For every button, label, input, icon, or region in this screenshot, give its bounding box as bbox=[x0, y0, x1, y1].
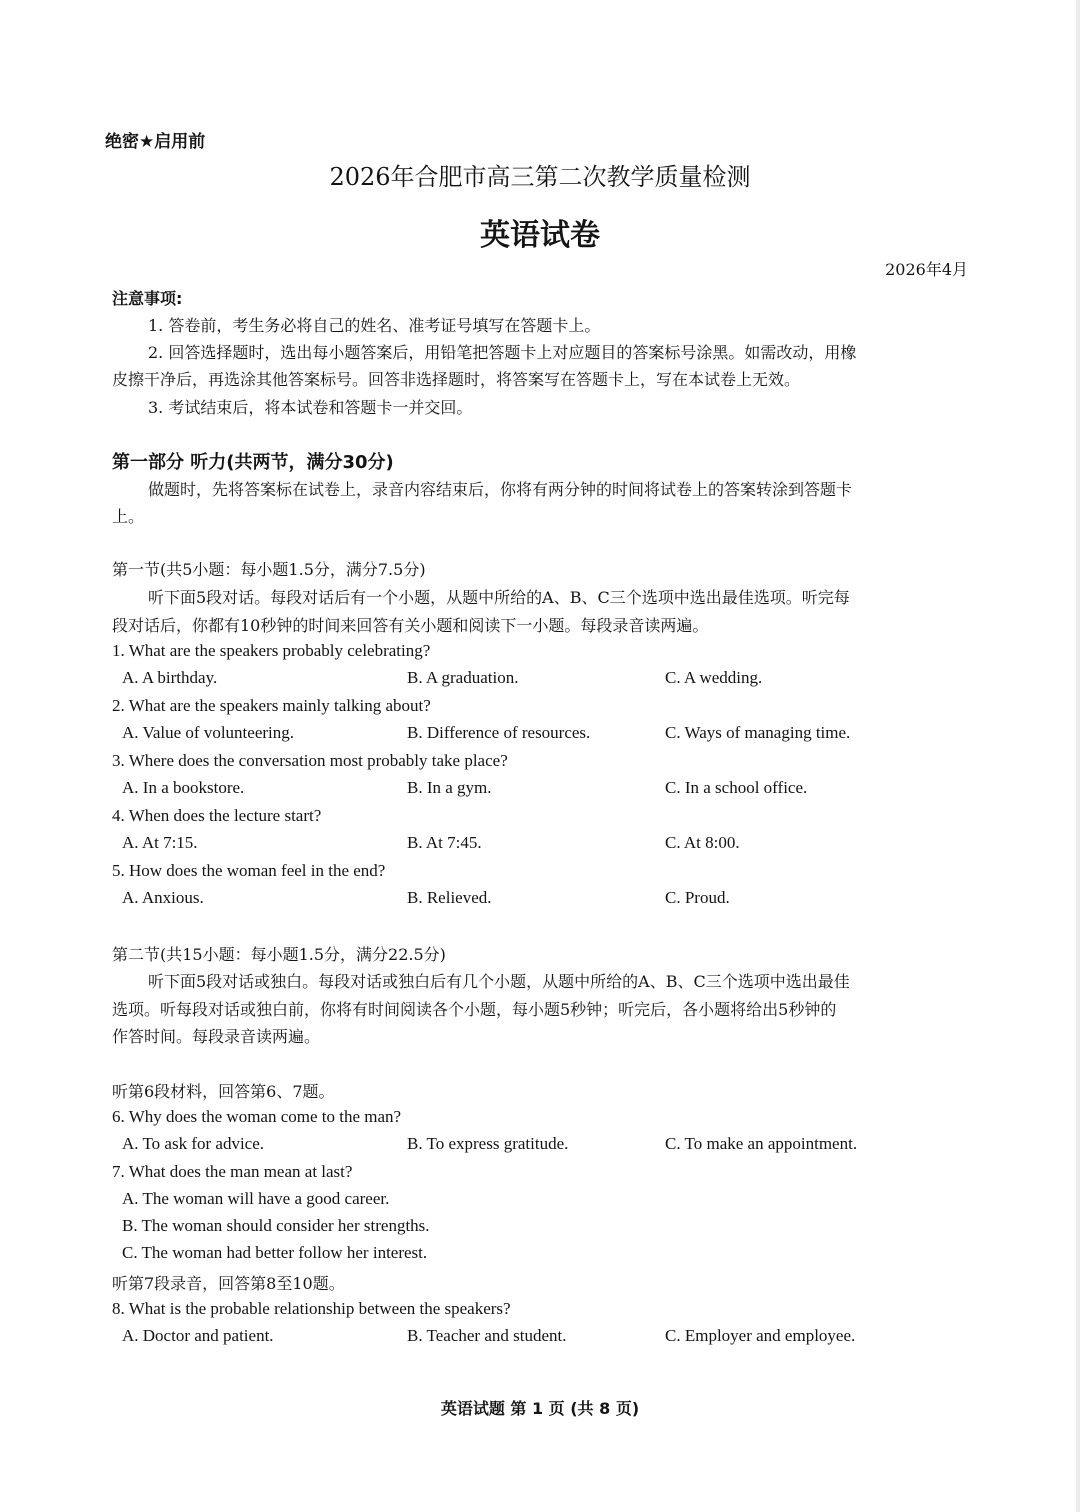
question-2-stem: 2. What are the speakers mainly talking about? bbox=[112, 696, 431, 715]
question-3-stem: 3. Where does the conversation most probably take place? bbox=[112, 751, 508, 770]
part1-title: 第一部分 听力(共两节，满分30分) bbox=[112, 452, 394, 473]
confidential-label: 绝密★启用前 bbox=[105, 132, 206, 152]
section1-intro-line-2: 段对话后，你都有10秒钟的时间来回答有关小题和阅读下一小题。每段录音读两遍。 bbox=[112, 616, 709, 635]
question-6-stem: 6. Why does the woman come to the man? bbox=[112, 1107, 402, 1126]
question-6-option-a: A. To ask for advice. bbox=[122, 1134, 265, 1153]
notice-item-2-line-1: 2. 回答选择题时，选出每小题答案后，用铅笔把答题卡上对应题目的答案标号涂黑。如需改动，用橡 bbox=[148, 343, 857, 362]
question-4-option-a: A. At 7:15. bbox=[122, 833, 198, 852]
question-7-option-b: B. The woman should consider her strengths. bbox=[122, 1216, 430, 1235]
question-2-option-c: C. Ways of managing time. bbox=[665, 723, 851, 742]
section2-intro-line-2: 选项。听每段对话或独白前，你将有时间阅读各个小题，每小题5秒钟；听完后，各小题将给出5秒钟的 bbox=[112, 1000, 837, 1019]
page-footer: 英语试题 第 1 页 (共 8 页) bbox=[440, 1399, 640, 1418]
question-3-option-b: B. In a gym. bbox=[407, 778, 492, 797]
subject-title: 英语试卷 bbox=[480, 218, 600, 253]
question-5-option-a: A. Anxious. bbox=[122, 888, 204, 907]
question-1-stem: 1. What are the speakers probably celebrating? bbox=[112, 641, 431, 660]
question-2-option-b: B. Difference of resources. bbox=[407, 723, 591, 742]
question-7-option-c: C. The woman had better follow her interest. bbox=[122, 1243, 428, 1262]
part1-intro-line-2: 上。 bbox=[112, 507, 145, 526]
question-7-option-a: A. The woman will have a good career. bbox=[122, 1189, 390, 1208]
part1-intro-line-1: 做题时，先将答案标在试卷上，录音内容结束后，你将有两分钟的时间将试卷上的答案转涂到答题卡 bbox=[148, 480, 853, 499]
question-7-stem: 7. What does the man mean at last? bbox=[112, 1162, 353, 1181]
question-2-option-a: A. Value of volunteering. bbox=[122, 723, 295, 742]
question-4-option-b: B. At 7:45. bbox=[407, 833, 482, 852]
question-8-option-b: B. Teacher and student. bbox=[407, 1326, 567, 1345]
material-6-instruction: 听第6段材料，回答第6、7题。 bbox=[112, 1082, 335, 1101]
question-3-option-a: A. In a bookstore. bbox=[122, 778, 245, 797]
section2-title: 第二节(共15小题：每小题1.5分，满分22.5分) bbox=[112, 945, 446, 964]
question-4-option-c: C. At 8:00. bbox=[665, 833, 740, 852]
question-6-option-c: C. To make an appointment. bbox=[665, 1134, 858, 1153]
material-7-instruction: 听第7段录音，回答第8至10题。 bbox=[112, 1274, 345, 1293]
section2-intro-line-1: 听下面5段对话或独白。每段对话或独白后有几个小题，从题中所给的A、B、C三个选项中选出最佳 bbox=[148, 972, 850, 991]
question-5-option-b: B. Relieved. bbox=[407, 888, 492, 907]
question-8-option-c: C. Employer and employee. bbox=[665, 1326, 856, 1345]
question-1-option-a: A. A birthday. bbox=[122, 668, 218, 687]
question-1-option-c: C. A wedding. bbox=[665, 668, 763, 687]
section2-intro-line-3: 作答时间。每段录音读两遍。 bbox=[112, 1027, 321, 1046]
notice-title: 注意事项: bbox=[112, 289, 183, 308]
notice-item-2-line-2: 皮擦干净后，再选涂其他答案标号。回答非选择题时，将答案写在答题卡上，写在本试卷上无效。 bbox=[112, 370, 801, 389]
question-1-option-b: B. A graduation. bbox=[407, 668, 519, 687]
section1-title: 第一节(共5小题：每小题1.5分，满分7.5分) bbox=[112, 560, 426, 579]
question-5-option-c: C. Proud. bbox=[665, 888, 730, 907]
exam-date: 2026年4月 bbox=[885, 260, 968, 279]
exam-title: 2026年合肥市高三第二次教学质量检测 bbox=[329, 163, 751, 191]
question-3-option-c: C. In a school office. bbox=[665, 778, 808, 797]
question-5-stem: 5. How does the woman feel in the end? bbox=[112, 861, 386, 880]
question-4-stem: 4. When does the lecture start? bbox=[112, 806, 322, 825]
question-6-option-b: B. To express gratitude. bbox=[407, 1134, 569, 1153]
notice-item-3: 3. 考试结束后，将本试卷和答题卡一并交回。 bbox=[148, 398, 473, 417]
question-8-stem: 8. What is the probable relationship between the speakers? bbox=[112, 1299, 511, 1318]
notice-item-1: 1. 答卷前，考生务必将自己的姓名、准考证号填写在答题卡上。 bbox=[148, 316, 601, 335]
section1-intro-line-1: 听下面5段对话。每段对话后有一个小题，从题中所给的A、B、C三个选项中选出最佳选项。听完每 bbox=[148, 588, 850, 607]
question-8-option-a: A. Doctor and patient. bbox=[122, 1326, 274, 1345]
